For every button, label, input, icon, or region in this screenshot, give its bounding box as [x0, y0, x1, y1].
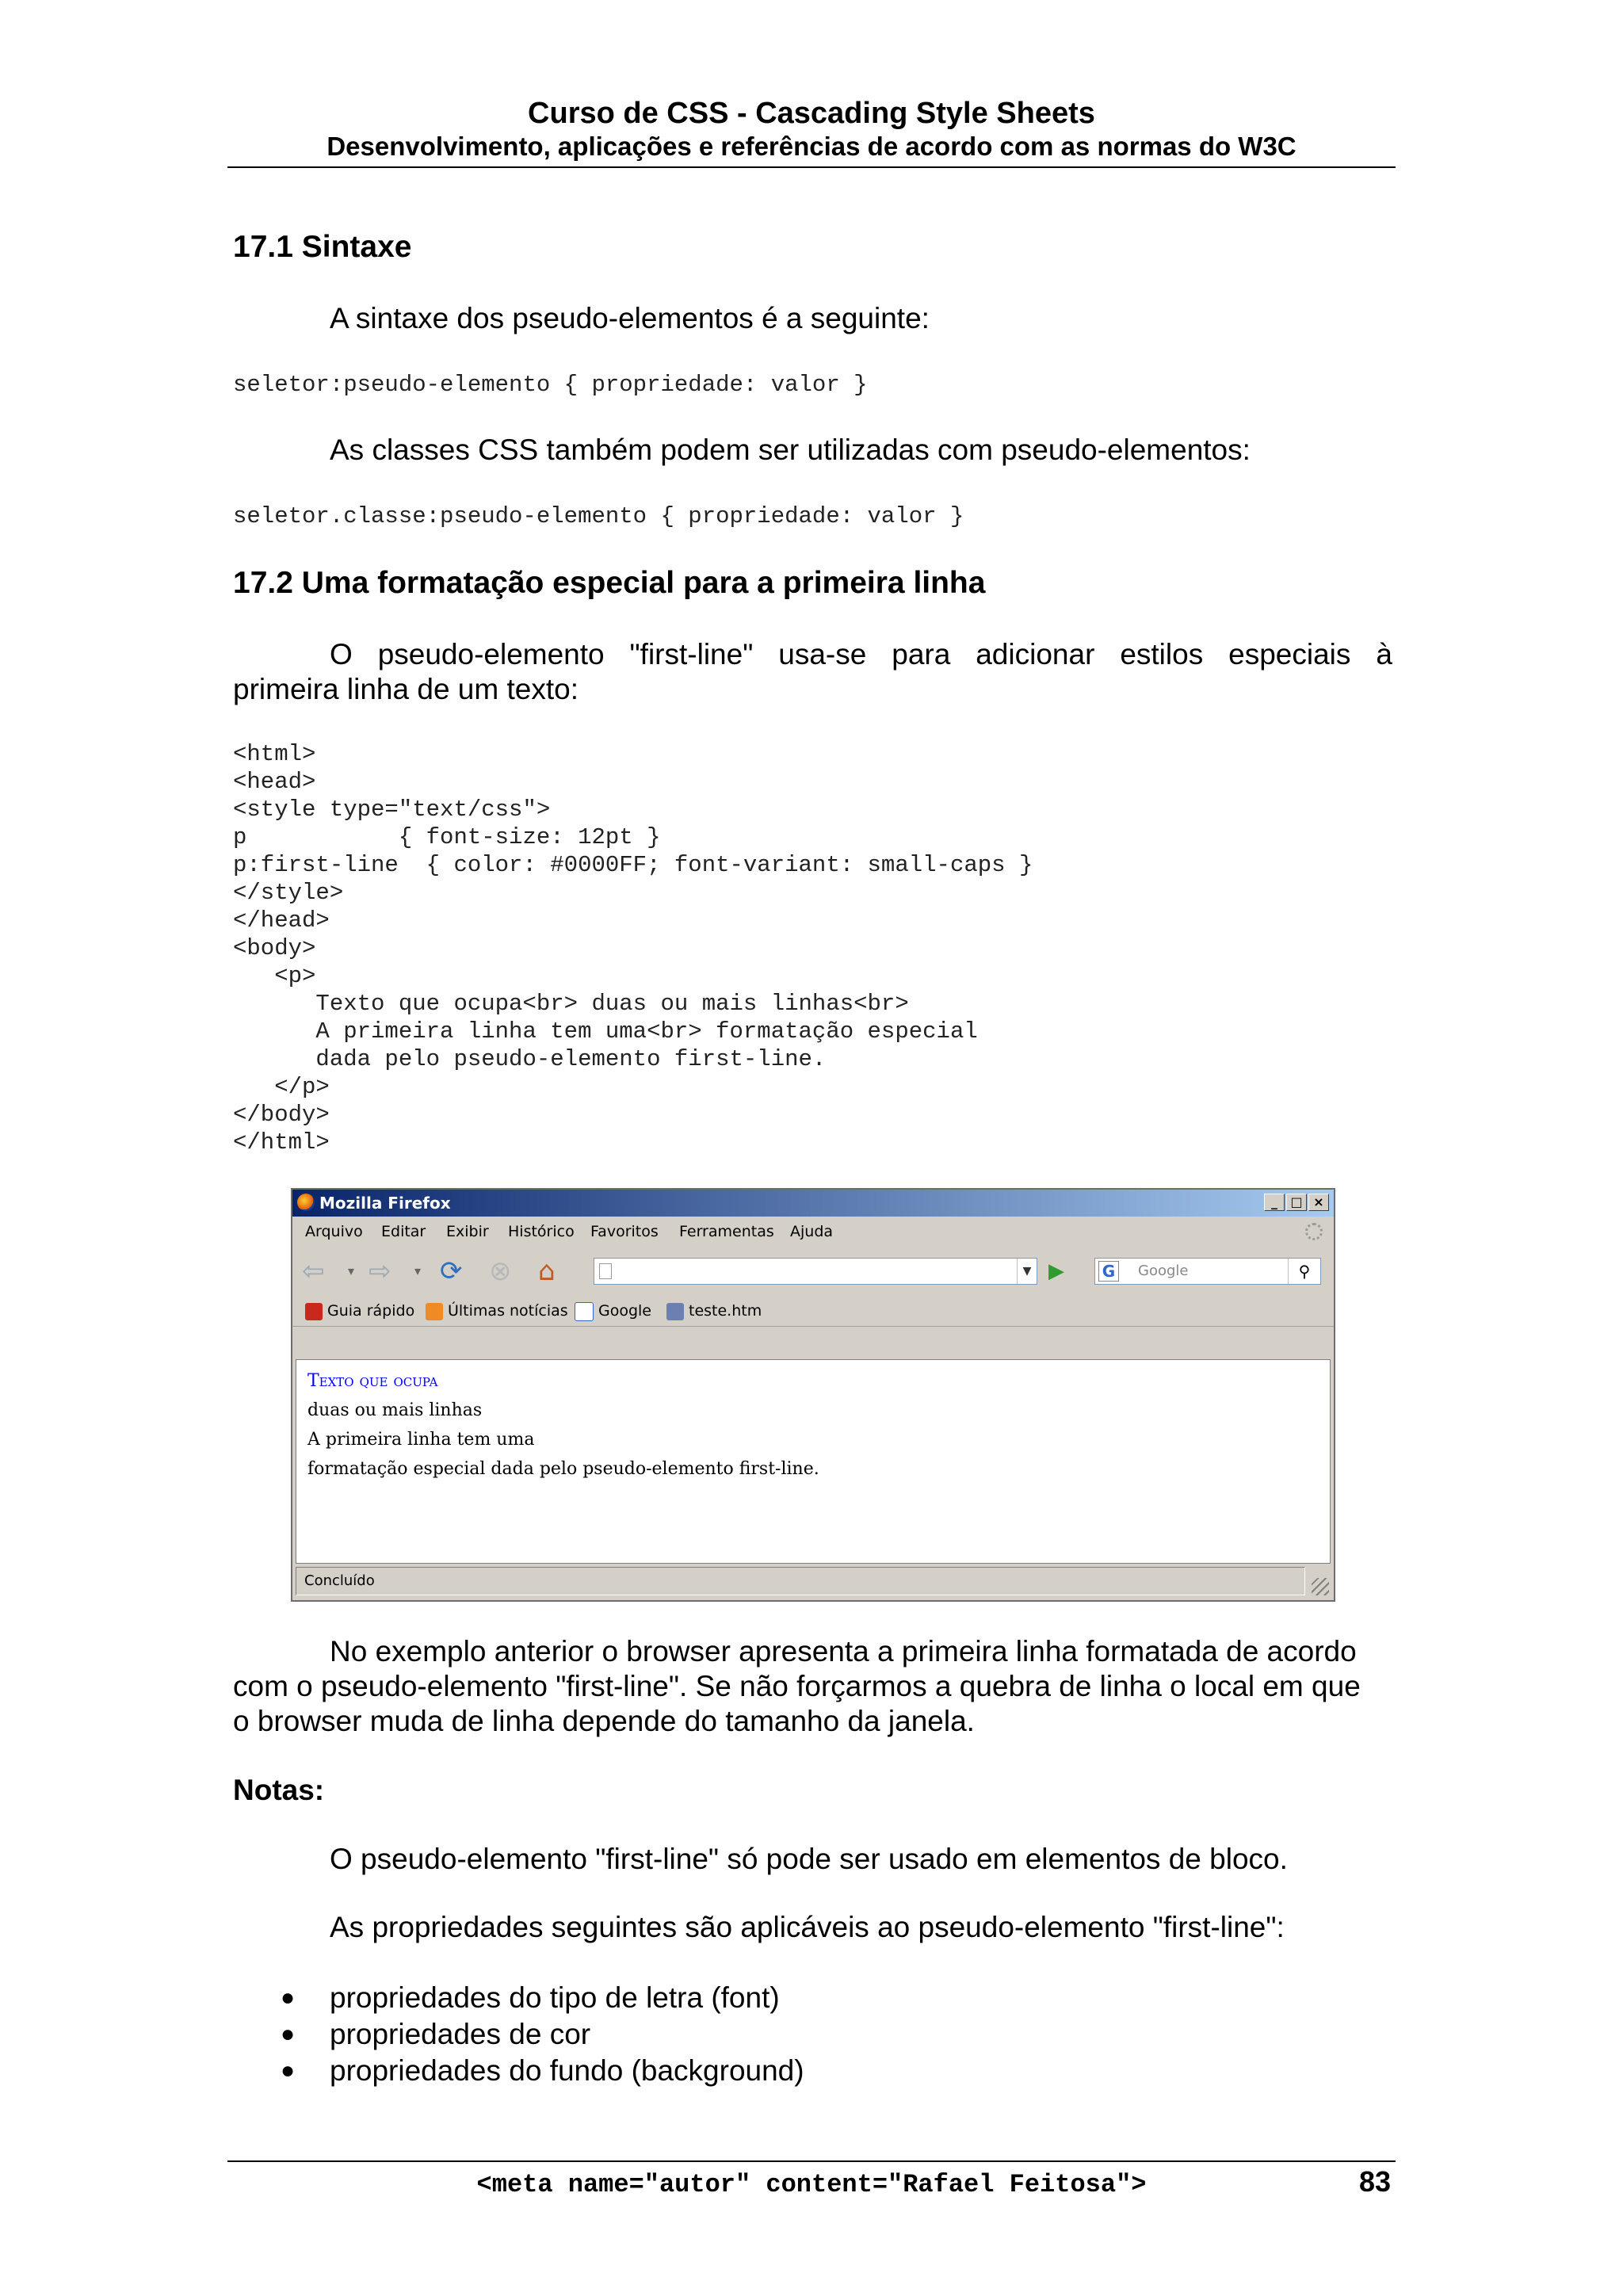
bookmark-label: teste.htm [689, 1302, 762, 1320]
home-icon[interactable]: ⌂ [538, 1255, 556, 1287]
intro-word: à [1376, 638, 1392, 670]
bookmarks-toolbar [292, 1296, 1334, 1327]
explanation-paragraph [233, 1634, 1392, 1739]
search-icon[interactable]: ⚲ [1288, 1259, 1320, 1284]
browser-content-area [296, 1359, 1331, 1564]
code-line: dada pelo pseudo-elemento first-line. [233, 1046, 827, 1072]
code-line: p { font-size: 12pt } [233, 824, 661, 850]
intro-word: O [330, 638, 353, 670]
close-icon[interactable]: × [1308, 1194, 1329, 1211]
code-line: </html> [233, 1129, 330, 1156]
code-line: </style> [233, 880, 344, 906]
code-line: <p> [233, 963, 316, 989]
code-line: </head> [233, 907, 330, 934]
firefox-window-title: Mozilla Firefox [319, 1194, 451, 1213]
status-bar: Concluído [296, 1567, 1305, 1595]
list-item-text: propriedades do tipo de letra (font) [330, 1981, 780, 2014]
page-icon [599, 1263, 612, 1279]
intro-line-2: primeira linha de um texto: [233, 673, 579, 705]
code-line: <html> [233, 741, 316, 767]
bookmark-label: Guia rápido [327, 1302, 415, 1320]
menu-arquivo[interactable]: Arquivo [305, 1223, 363, 1240]
firefox-title-bar [292, 1190, 1334, 1217]
syntax-intro: A sintaxe dos pseudo-elementos é a seguinte: [330, 302, 930, 334]
resize-grip-icon[interactable] [1312, 1578, 1329, 1595]
menu-editar[interactable]: Editar [381, 1223, 426, 1240]
throbber-icon [1305, 1223, 1323, 1240]
code-line: Texto que ocupa<br> duas ou mais linhas<br> [233, 991, 909, 1017]
explanation-line: No exemplo anterior o browser apresenta a primeira linha formatada de acordo [330, 1635, 1357, 1668]
bookmark-teste-htm[interactable] [666, 1296, 762, 1326]
rss-icon [426, 1303, 443, 1320]
stop-icon[interactable]: ⊗ [489, 1255, 512, 1287]
menu-exibir[interactable]: Exibir [446, 1223, 489, 1240]
bullet-icon: ● [281, 2057, 296, 2084]
firefox-window-screenshot [291, 1188, 1335, 1602]
explanation-line: com o pseudo-elemento "first-line". Se não forçarmos a quebra de linha o local em que [233, 1670, 1361, 1702]
example-code-block [233, 740, 1033, 1156]
bookmark-ultimas-noticias[interactable] [426, 1296, 568, 1326]
explanation-line: o browser muda de linha depende do tamanho da janela. [233, 1705, 975, 1737]
google-icon [575, 1302, 594, 1321]
section-heading-first-line: 17.2 Uma formatação especial para a primeira linha [233, 566, 986, 600]
first-line-intro [233, 637, 1392, 707]
header-subtitle: Desenvolvimento, aplicações e referências de acordo com as normas do W3C [327, 132, 1296, 161]
intro-word: "first-line" [629, 638, 754, 670]
firefox-navigation-toolbar [292, 1248, 1334, 1294]
go-icon[interactable]: ▶ [1048, 1259, 1064, 1283]
back-dropdown-icon[interactable]: ▾ [348, 1263, 355, 1278]
bookmark-label: Últimas notícias [448, 1302, 568, 1320]
firefox-menu-bar [292, 1217, 1334, 1247]
content-line: formatação especial dada pelo pseudo-elemento first-line. [307, 1459, 819, 1479]
address-bar[interactable] [594, 1258, 1037, 1285]
footer-meta: <meta name="autor" content="Rafael Feitosa"> [476, 2170, 1147, 2199]
code-line: <head> [233, 769, 316, 795]
code-line: <body> [233, 935, 316, 961]
notes-heading: Notas: [233, 1774, 325, 1806]
bookmark-google[interactable] [575, 1296, 651, 1326]
forward-dropdown-icon[interactable]: ▾ [414, 1263, 422, 1278]
list-item-text: propriedades do fundo (background) [330, 2054, 804, 2087]
forward-icon[interactable]: ⇨ [369, 1255, 391, 1287]
section-heading-syntax: 17.1 Sintaxe [233, 230, 412, 264]
note-block-elements: O pseudo-elemento "first-line" só pode ser usado em elementos de bloco. [330, 1843, 1288, 1875]
footer-rule [227, 2160, 1396, 2162]
intro-word: especiais [1228, 638, 1351, 670]
html-file-icon [666, 1303, 684, 1320]
reload-icon[interactable]: ⟳ [440, 1255, 463, 1287]
bookmark-guia-rapido[interactable] [305, 1296, 414, 1326]
classes-text: As classes CSS também podem ser utilizadas com pseudo-elementos: [330, 434, 1251, 466]
search-box[interactable] [1094, 1258, 1321, 1285]
intro-word: usa-se [778, 638, 867, 670]
intro-word: para [892, 638, 951, 670]
google-engine-icon[interactable]: G [1098, 1261, 1119, 1282]
bookmark-label: Google [598, 1302, 652, 1320]
code-line: </body> [233, 1102, 330, 1128]
first-line-rendered: Texto que ocupa [307, 1371, 438, 1391]
menu-ajuda[interactable]: Ajuda [790, 1223, 834, 1240]
minimize-icon[interactable]: _ [1264, 1194, 1285, 1211]
bullet-icon: ● [281, 2021, 296, 2047]
intro-word: adicionar [976, 638, 1095, 670]
classes-code: seletor.classe:pseudo-elemento { propriedade: valor } [233, 503, 964, 529]
search-placeholder: Google [1138, 1263, 1189, 1279]
intro-word: estilos [1120, 638, 1204, 670]
content-line: A primeira linha tem uma [307, 1430, 535, 1450]
maximize-icon[interactable]: □ [1286, 1194, 1307, 1211]
code-line: p:first-line { color: #0000FF; font-variant: small-caps } [233, 852, 1033, 878]
code-line: </p> [233, 1074, 330, 1100]
firefox-logo-icon [297, 1194, 315, 1211]
page-number: 83 [1358, 2165, 1391, 2198]
note-applicable-properties: As propriedades seguintes são aplicáveis ao pseudo-elemento "first-line": [330, 1911, 1285, 1943]
code-line: <style type="text/css"> [233, 797, 551, 823]
syntax-code: seletor:pseudo-elemento { propriedade: valor } [233, 372, 868, 398]
back-icon[interactable]: ⇦ [302, 1255, 325, 1287]
list-item-text: propriedades de cor [330, 2018, 591, 2050]
bullet-icon: ● [281, 1985, 296, 2011]
header-title: Curso de CSS - Cascading Style Sheets [528, 97, 1095, 130]
code-line: A primeira linha tem uma<br> formatação especial [233, 1018, 978, 1045]
content-line: duas ou mais linhas [307, 1400, 483, 1420]
guia-rapido-icon [305, 1303, 323, 1320]
menu-ferramentas[interactable]: Ferramentas [679, 1223, 774, 1240]
menu-favoritos[interactable]: Favoritos [590, 1223, 659, 1240]
intro-word: pseudo-elemento [377, 638, 605, 670]
header-rule [227, 166, 1396, 168]
address-dropdown-icon[interactable]: ▼ [1017, 1259, 1037, 1284]
menu-historico[interactable]: Histórico [508, 1223, 575, 1240]
